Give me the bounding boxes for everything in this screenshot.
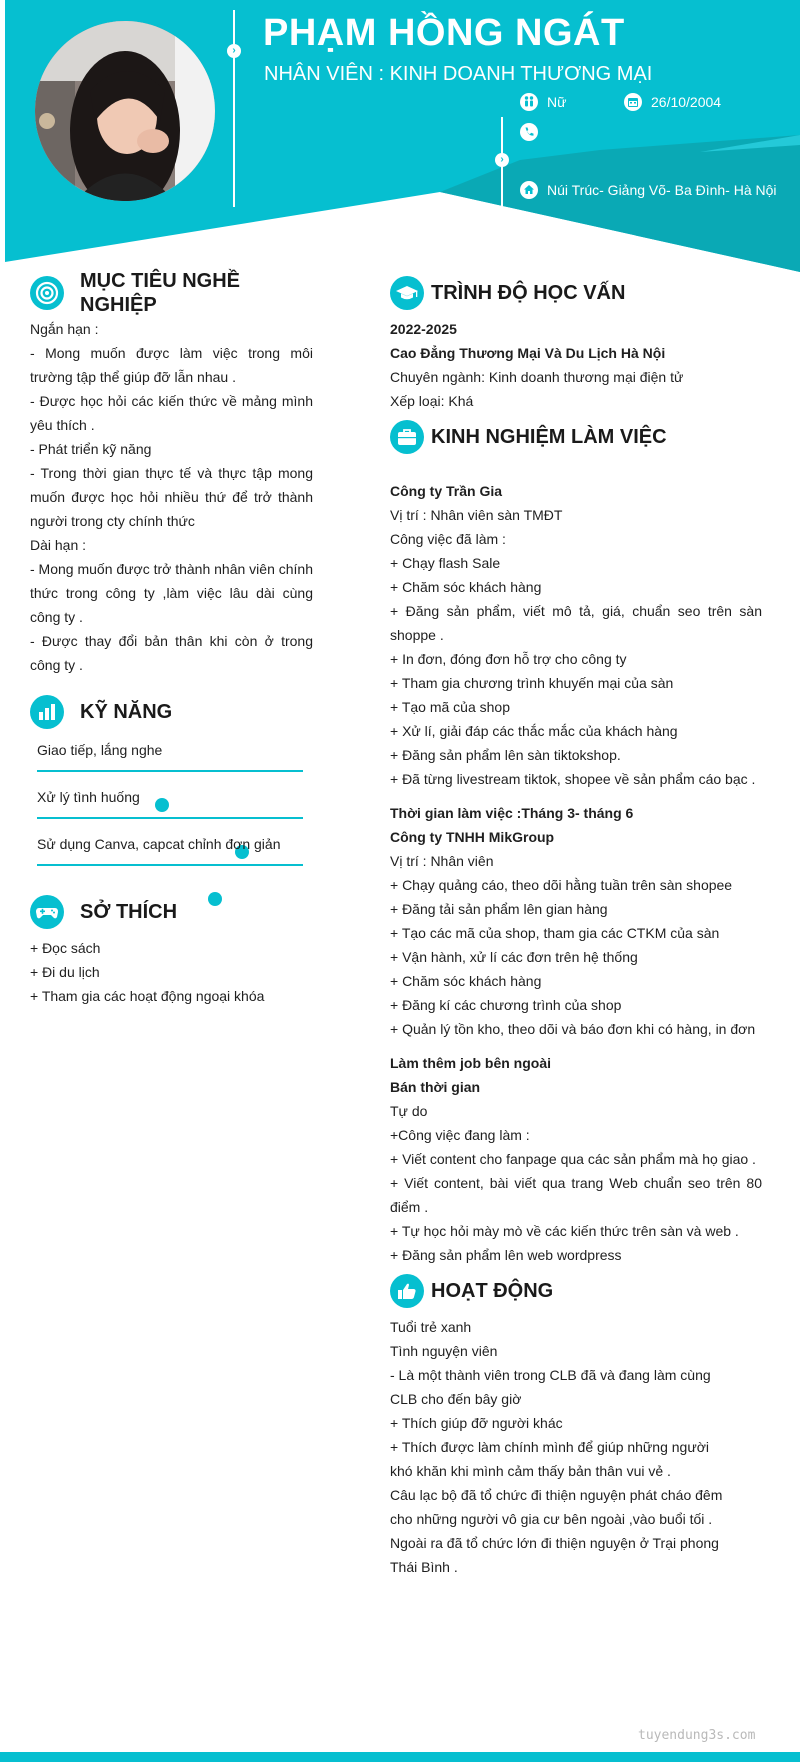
hobbies-heading [30,894,313,930]
job-line: + Đăng tải sản phẩm lên gian hàng [390,901,608,917]
header-divider [233,10,235,207]
job-line: Công việc đã làm : [390,531,506,547]
job-line: + Đã từng livestream tiktok, shopee về sản phẩm cáo bạc . [390,771,756,787]
skill-name: Giao tiếp, lắng nghe [37,742,163,758]
job-line: + Tạo các mã của shop, tham gia các CTKM của sàn [390,925,720,941]
education-heading [390,275,762,311]
objective-line: - Trong thời gian thực tế và thực tập mong muốn được học hỏi nhiều thứ để trở thành người trong cty chính thức [30,465,313,529]
skill-item [30,830,313,877]
job-line: + Viết content, bài viết qua trang Web chuẩn seo trên 80 điểm . [390,1175,762,1215]
thumbs-up-icon [390,1274,424,1308]
job-line: + Đăng sản phẩm lên sàn tiktokshop. [390,747,621,763]
skill-bar [37,817,303,819]
hobby-item: + Tham gia các hoạt động ngoại khóa [30,988,265,1004]
skill-name: Sử dụng Canva, capcat chỉnh đơn giản [37,836,281,852]
chevron-right-icon: › [495,153,509,167]
right-column [390,275,762,1579]
experience-title: KINH NGHIỆM LÀM VIỆC [431,426,667,448]
activity-line: + Thích giúp đỡ người khác [390,1415,563,1431]
job-company: Công ty Trần Gia [390,483,503,499]
job-line: +Công việc đang làm : [390,1127,530,1143]
candidate-name: PHẠM HỒNG NGÁT [263,12,625,54]
activity-line: Tình nguyện viên [390,1343,498,1359]
activities-title: HOẠT ĐỘNG [431,1280,554,1302]
activity-line: Tuổi trẻ xanh [390,1319,472,1335]
job-details [390,1099,762,1267]
job-company: Công ty TNHH MikGroup [390,829,555,845]
job-heading: Làm thêm job bên ngoài [390,1055,552,1071]
gamepad-icon [30,895,64,929]
job-line: + Quản lý tồn kho, theo dõi và báo đơn khi có hàng, in đơn [390,1021,756,1037]
job-line: + Chăm sóc khách hàng [390,579,542,595]
hobbies-title: SỞ THÍCH [80,901,178,923]
job-details [390,849,762,1041]
gender-icon [520,93,538,111]
education-grade: Xếp loại: Khá [390,393,474,409]
chevron-right-icon: › [227,44,241,58]
objective-title: MỤC TIÊU NGHỀ NGHIỆP [80,270,240,316]
education-school: Cao Đẳng Thương Mại Và Du Lịch Hà Nội [390,345,666,361]
education-title: TRÌNH ĐỘ HỌC VẤN [431,282,626,304]
objective-line: - Được học hỏi các kiến thức về mảng mình yêu thích . [30,393,313,433]
birthday-info [624,93,721,111]
skill-bar [37,770,303,772]
calendar-icon [624,93,642,111]
job-line: Vị trí : Nhân viên [390,853,494,869]
job-line: + Chăm sóc khách hàng [390,973,542,989]
job-subheading: Bán thời gian [390,1079,481,1095]
hobby-item: + Đi du lịch [30,964,100,980]
target-icon [30,276,64,310]
avatar [35,21,215,201]
activities-text [390,1315,725,1579]
home-icon [520,181,538,199]
address-info [520,181,777,199]
phone-info [520,123,547,141]
job-line: + Đăng sản phẩm lên web wordpress [390,1247,622,1263]
objective-line: - Phát triển kỹ năng [30,441,152,457]
job-line: + In đơn, đóng đơn hỗ trợ cho công ty [390,651,627,667]
activity-line: Ngoài ra đã tổ chức lớn đi thiện nguyện ở Trại phong Thái Bình . [390,1535,719,1575]
skill-item [30,783,313,830]
objective-line: Ngắn hạn : [30,321,99,337]
briefcase-icon [390,420,424,454]
job-line: + Tham gia chương trình khuyến mại của sàn [390,675,674,691]
objective-line: Dài hạn : [30,537,87,553]
education-period: 2022-2025 [390,321,457,337]
phone-icon [520,123,538,141]
objective-line: - Được thay đổi bản thân khi còn ở trong công ty . [30,633,313,673]
skill-name: Xử lý tình huống [37,789,140,805]
candidate-position: NHÂN VIÊN : KINH DOANH THƯƠNG MẠI [264,63,653,85]
activity-line: Câu lạc bộ đã tổ chức đi thiện nguyện phát cháo đêm cho những người vô gia cư bên ngoài ,vào buổi tối . [390,1487,723,1527]
footer-bar [0,1752,800,1762]
skills-title: KỸ NĂNG [80,701,173,723]
job-line: + Đăng sản phẩm, viết mô tả, giá, chuẩn seo trên sàn shoppe . [390,603,762,643]
activities-heading [390,1273,762,1309]
job-line: + Đăng kí các chương trình của shop [390,997,622,1013]
activity-line: + Thích được làm chính mình để giúp những người khó khăn khi mình cảm thấy bản thân vui vẻ . [390,1439,710,1479]
objective-line: - Mong muốn được làm việc trong môi trường tập thể giúp đỡ lẫn nhau . [30,345,313,385]
experience-heading [390,419,762,455]
job-period: Thời gian làm việc :Tháng 3- tháng 6 [390,805,634,821]
education-major: Chuyên ngành: Kinh doanh thương mại điện tử [390,369,684,385]
address-value: Núi Trúc- Giảng Võ- Ba Đình- Hà Nội [547,182,777,198]
job-line: + Xử lí, giải đáp các thắc mắc của khách hàng [390,723,678,739]
job-line: + Vận hành, xử lí các đơn trên hệ thống [390,949,638,965]
job-line: Tự do [390,1103,428,1119]
hobby-item: + Đọc sách [30,940,101,956]
gender-info [520,93,566,111]
activity-line: - Là một thành viên trong CLB đã và đang làm cùng CLB cho đến bây giờ [390,1367,711,1407]
objective-line: - Mong muốn được trở thành nhân viên chính thức trong công ty ,làm việc lâu dài cùng công ty . [30,561,314,625]
graduation-cap-icon [390,276,424,310]
job-details [390,503,762,791]
left-column [30,270,314,1008]
skills-heading [30,694,313,730]
job-line: + Tự học hỏi mày mò về các kiến thức trên sàn và web . [390,1223,739,1239]
skill-bar [37,864,303,866]
job-line: + Viết content cho fanpage qua các sản phẩm mà họ giao . [390,1151,756,1167]
objective-text [30,317,313,677]
objective-heading [30,270,313,316]
gender-value: Nữ [547,94,567,110]
watermark: tuyendung3s.com [638,1728,756,1743]
job-line: + Chạy flash Sale [390,555,501,571]
job-line: + Chạy quảng cáo, theo dõi hằng tuần trên sàn shopee [390,877,733,893]
birthday-value: 26/10/2004 [651,94,722,110]
job-line: + Tạo mã của shop [390,699,510,715]
job-line: Vị trí : Nhân viên sàn TMĐT [390,507,563,523]
bar-chart-icon [30,695,64,729]
header-banner [0,0,800,280]
skill-item [30,736,313,783]
